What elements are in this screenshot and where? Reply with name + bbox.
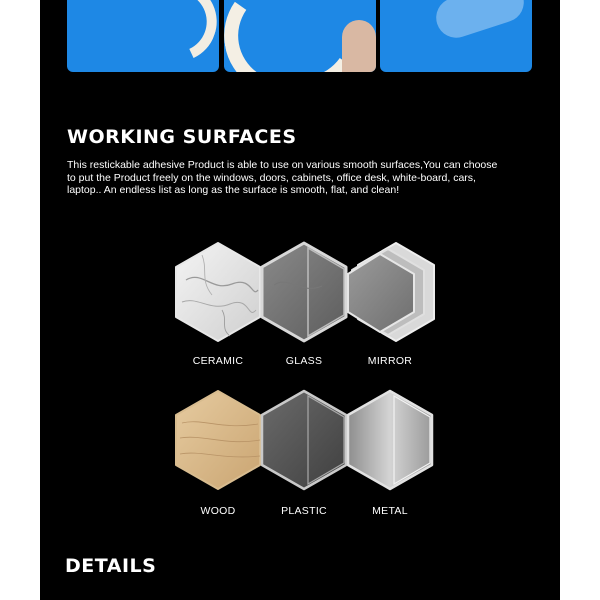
surface-label: CERAMIC xyxy=(192,355,244,367)
surface-mirror xyxy=(344,240,436,385)
wood-hexagon xyxy=(172,388,264,492)
surface-label: PLASTIC xyxy=(281,505,327,517)
ceramic-hexagon xyxy=(172,240,264,344)
details-title: DETAILS xyxy=(65,555,157,577)
content-panel xyxy=(40,0,560,600)
tape-roll-graphic xyxy=(116,0,219,72)
working-surfaces-description: This restickable adhesive Product is able to use on various smooth surfaces,You can choose to put the Product freely on the windows, doors, cabinets, office desk, white-board, cars, laptop.. An endless list as long as the surface is smooth, flat, and clean! xyxy=(67,159,498,196)
photo-clear-tape xyxy=(380,0,532,72)
surface-label: MIRROR xyxy=(367,355,413,367)
surface-label: GLASS xyxy=(285,355,323,367)
photo-tape-peel xyxy=(224,0,376,72)
surface-wood xyxy=(172,388,264,533)
surface-glass xyxy=(258,240,350,385)
photo-tape-on-surface xyxy=(67,0,219,72)
metal-hexagon xyxy=(344,388,436,492)
surface-plastic xyxy=(258,388,350,533)
plastic-hexagon xyxy=(258,388,350,492)
clear-tape-graphic xyxy=(431,0,529,43)
glass-hexagon xyxy=(258,240,350,344)
working-surfaces-title: WORKING SURFACES xyxy=(67,126,297,148)
mirror-hexagon xyxy=(344,240,436,344)
surface-label: WOOD xyxy=(200,505,236,517)
surface-metal xyxy=(344,388,436,533)
finger-graphic xyxy=(342,20,376,72)
surface-label: METAL xyxy=(372,505,408,517)
surface-ceramic xyxy=(172,240,264,385)
